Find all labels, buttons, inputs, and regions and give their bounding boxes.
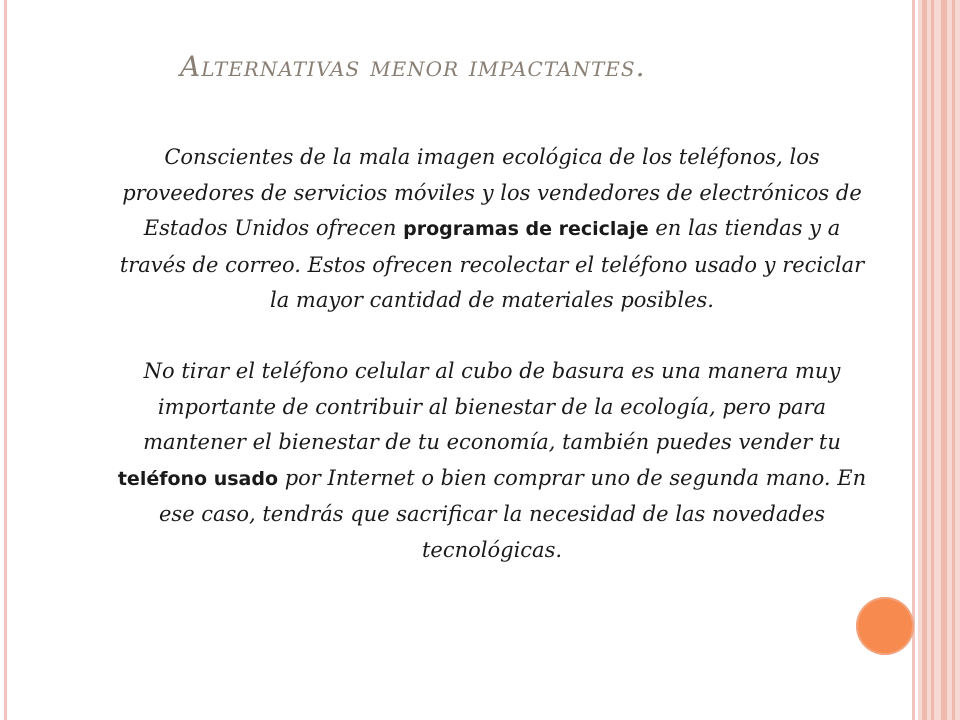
emphasis-text: programas de reciclaje bbox=[403, 218, 649, 240]
slide-title: Alternativas menor impactantes. bbox=[180, 50, 646, 83]
decorative-stripe bbox=[922, 0, 927, 720]
decorative-stripe bbox=[941, 0, 947, 720]
decorative-stripe bbox=[952, 0, 955, 720]
emphasis-text: teléfono usado bbox=[117, 467, 279, 490]
paragraph-text: No tirar el teléfono celular al cubo de basura es una manera muy importante de contribuir al bienestar de la ecología, pero para mantener el bienestar de tu economía, también puedes vender tu bbox=[143, 359, 841, 454]
slide-body bbox=[112, 140, 872, 568]
paragraph-recycling-programs bbox=[112, 140, 872, 319]
paragraph-text: Conscientes de la mala imagen ecológica de los teléfonos, los proveedores de servicios móviles y los vendedores de electrónicos de Estados Unidos ofrecen bbox=[122, 145, 862, 240]
decorative-orange-circle bbox=[856, 597, 914, 655]
paragraph-text: por Internet o bien comprar uno de segunda mano. En ese caso, tendrás que sacrificar la necesidad de las novedades tecnológicas. bbox=[158, 465, 867, 562]
paragraph-text: en las tiendas y a través de correo. Estos ofrecen recolectar el teléfono usado y reciclar la mayor cantidad de materiales posibles. bbox=[119, 216, 865, 312]
paragraph-used-phone bbox=[112, 354, 872, 568]
decorative-stripe bbox=[931, 0, 934, 720]
